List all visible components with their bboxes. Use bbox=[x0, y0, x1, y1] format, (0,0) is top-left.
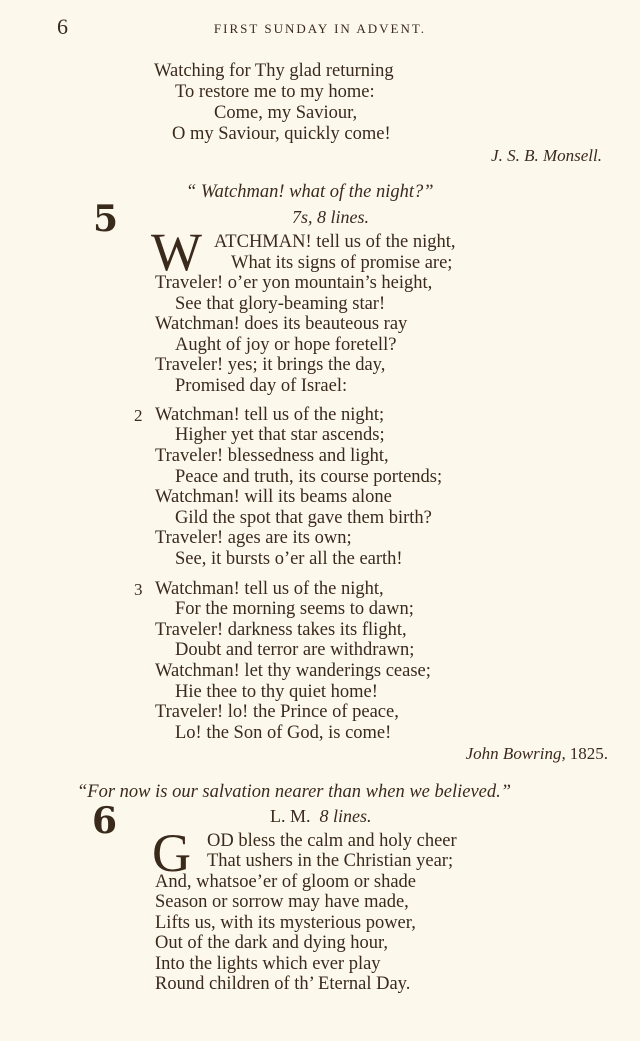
prev-hymn-line: Watching for Thy glad returning bbox=[154, 61, 394, 81]
hymn5-line: Traveler! o’er yon mountain’s height, bbox=[155, 273, 433, 293]
hymn6-line: Lifts us, with its mysterious power, bbox=[155, 913, 416, 933]
hymn6-line: And, whatsoe’er of gloom or shade bbox=[155, 872, 416, 892]
hymn5-author: John Bowring, bbox=[465, 744, 566, 763]
prev-hymn-author: J. S. B. Monsell. bbox=[491, 146, 602, 165]
prev-hymn-line: O my Saviour, quickly come! bbox=[172, 124, 391, 144]
hymn6-meter-type: L. M. bbox=[270, 806, 311, 826]
hymn5-line: Promised day of Israel: bbox=[175, 376, 348, 396]
hymn5-verse-number: 2 bbox=[134, 406, 143, 425]
hymn5-line: What its signs of promise are; bbox=[231, 253, 453, 273]
hymn5-line: Gild the spot that gave them birth? bbox=[175, 508, 432, 528]
hymn5-line: Watchman! tell us of the night, bbox=[155, 579, 384, 599]
hymn6-line: OD bless the calm and holy cheer bbox=[207, 831, 457, 851]
hymn5-year: 1825. bbox=[569, 744, 608, 763]
hymn5-line: Traveler! yes; it brings the day, bbox=[155, 355, 386, 375]
hymn6-line: Round children of th’ Eternal Day. bbox=[155, 974, 411, 994]
hymn5-attribution bbox=[466, 744, 608, 764]
hymn5-line: See that glory-beaming star! bbox=[175, 294, 386, 314]
hymn6-meter bbox=[270, 806, 372, 827]
page-number: 6 bbox=[57, 14, 68, 39]
hymn5-line: Traveler! lo! the Prince of peace, bbox=[155, 702, 399, 722]
hymn5-line: Watchman! will its beams alone bbox=[155, 487, 392, 507]
hymn5-dropcap: W bbox=[151, 222, 202, 282]
hymn6-meter-lines: 8 lines. bbox=[319, 806, 372, 826]
hymn5-line: Aught of joy or hope foretell? bbox=[175, 335, 397, 355]
hymn5-line: ATCHMAN! tell us of the night, bbox=[214, 232, 456, 252]
prev-hymn-line: To restore me to my home: bbox=[175, 82, 375, 102]
hymn5-line: Higher yet that star ascends; bbox=[175, 425, 385, 445]
hymn6-line: Out of the dark and dying hour, bbox=[155, 933, 389, 953]
hymn5-line: See, it bursts o’er all the earth! bbox=[175, 549, 403, 569]
hymn5-line: Traveler! ages are its own; bbox=[155, 528, 352, 548]
hymn5-line: Doubt and terror are withdrawn; bbox=[175, 640, 415, 660]
hymn5-line: Traveler! blessedness and light, bbox=[155, 446, 389, 466]
hymn6-title: “For now is our salvation nearer than when we believed.” bbox=[77, 782, 512, 802]
hymn5-line: Peace and truth, its course portends; bbox=[175, 467, 443, 487]
running-head: FIRST SUNDAY IN ADVENT. bbox=[213, 21, 427, 36]
hymn5-line: Traveler! darkness takes its flight, bbox=[155, 620, 407, 640]
hymn5-meter-type: 7s, bbox=[292, 207, 313, 227]
hymn6-dropcap: G bbox=[152, 823, 191, 883]
hymn5-meter bbox=[292, 207, 369, 228]
hymn5-line: For the morning seems to dawn; bbox=[175, 599, 414, 619]
hymn5-line: Watchman! does its beauteous ray bbox=[155, 314, 408, 334]
hymn5-line: Hie thee to thy quiet home! bbox=[175, 682, 378, 702]
hymn5-line: Watchman! let thy wanderings cease; bbox=[155, 661, 431, 681]
prev-hymn-line: Come, my Saviour, bbox=[214, 103, 358, 123]
hymn5-line: Watchman! tell us of the night; bbox=[155, 405, 385, 425]
hymn5-title: “ Watchman! what of the night?” bbox=[186, 182, 434, 202]
hymn6-line: Season or sorrow may have made, bbox=[155, 892, 409, 912]
hymn5-line: Lo! the Son of God, is come! bbox=[175, 723, 392, 743]
hymn6-line: Into the lights which ever play bbox=[155, 954, 381, 974]
hymn5-verse-number: 3 bbox=[134, 580, 143, 599]
hymn5-number: 5 bbox=[93, 198, 119, 240]
hymn5-meter-lines: 8 lines. bbox=[317, 207, 370, 227]
hymn6-line: That ushers in the Christian year; bbox=[207, 851, 454, 871]
hymn6-number: 6 bbox=[92, 800, 118, 842]
